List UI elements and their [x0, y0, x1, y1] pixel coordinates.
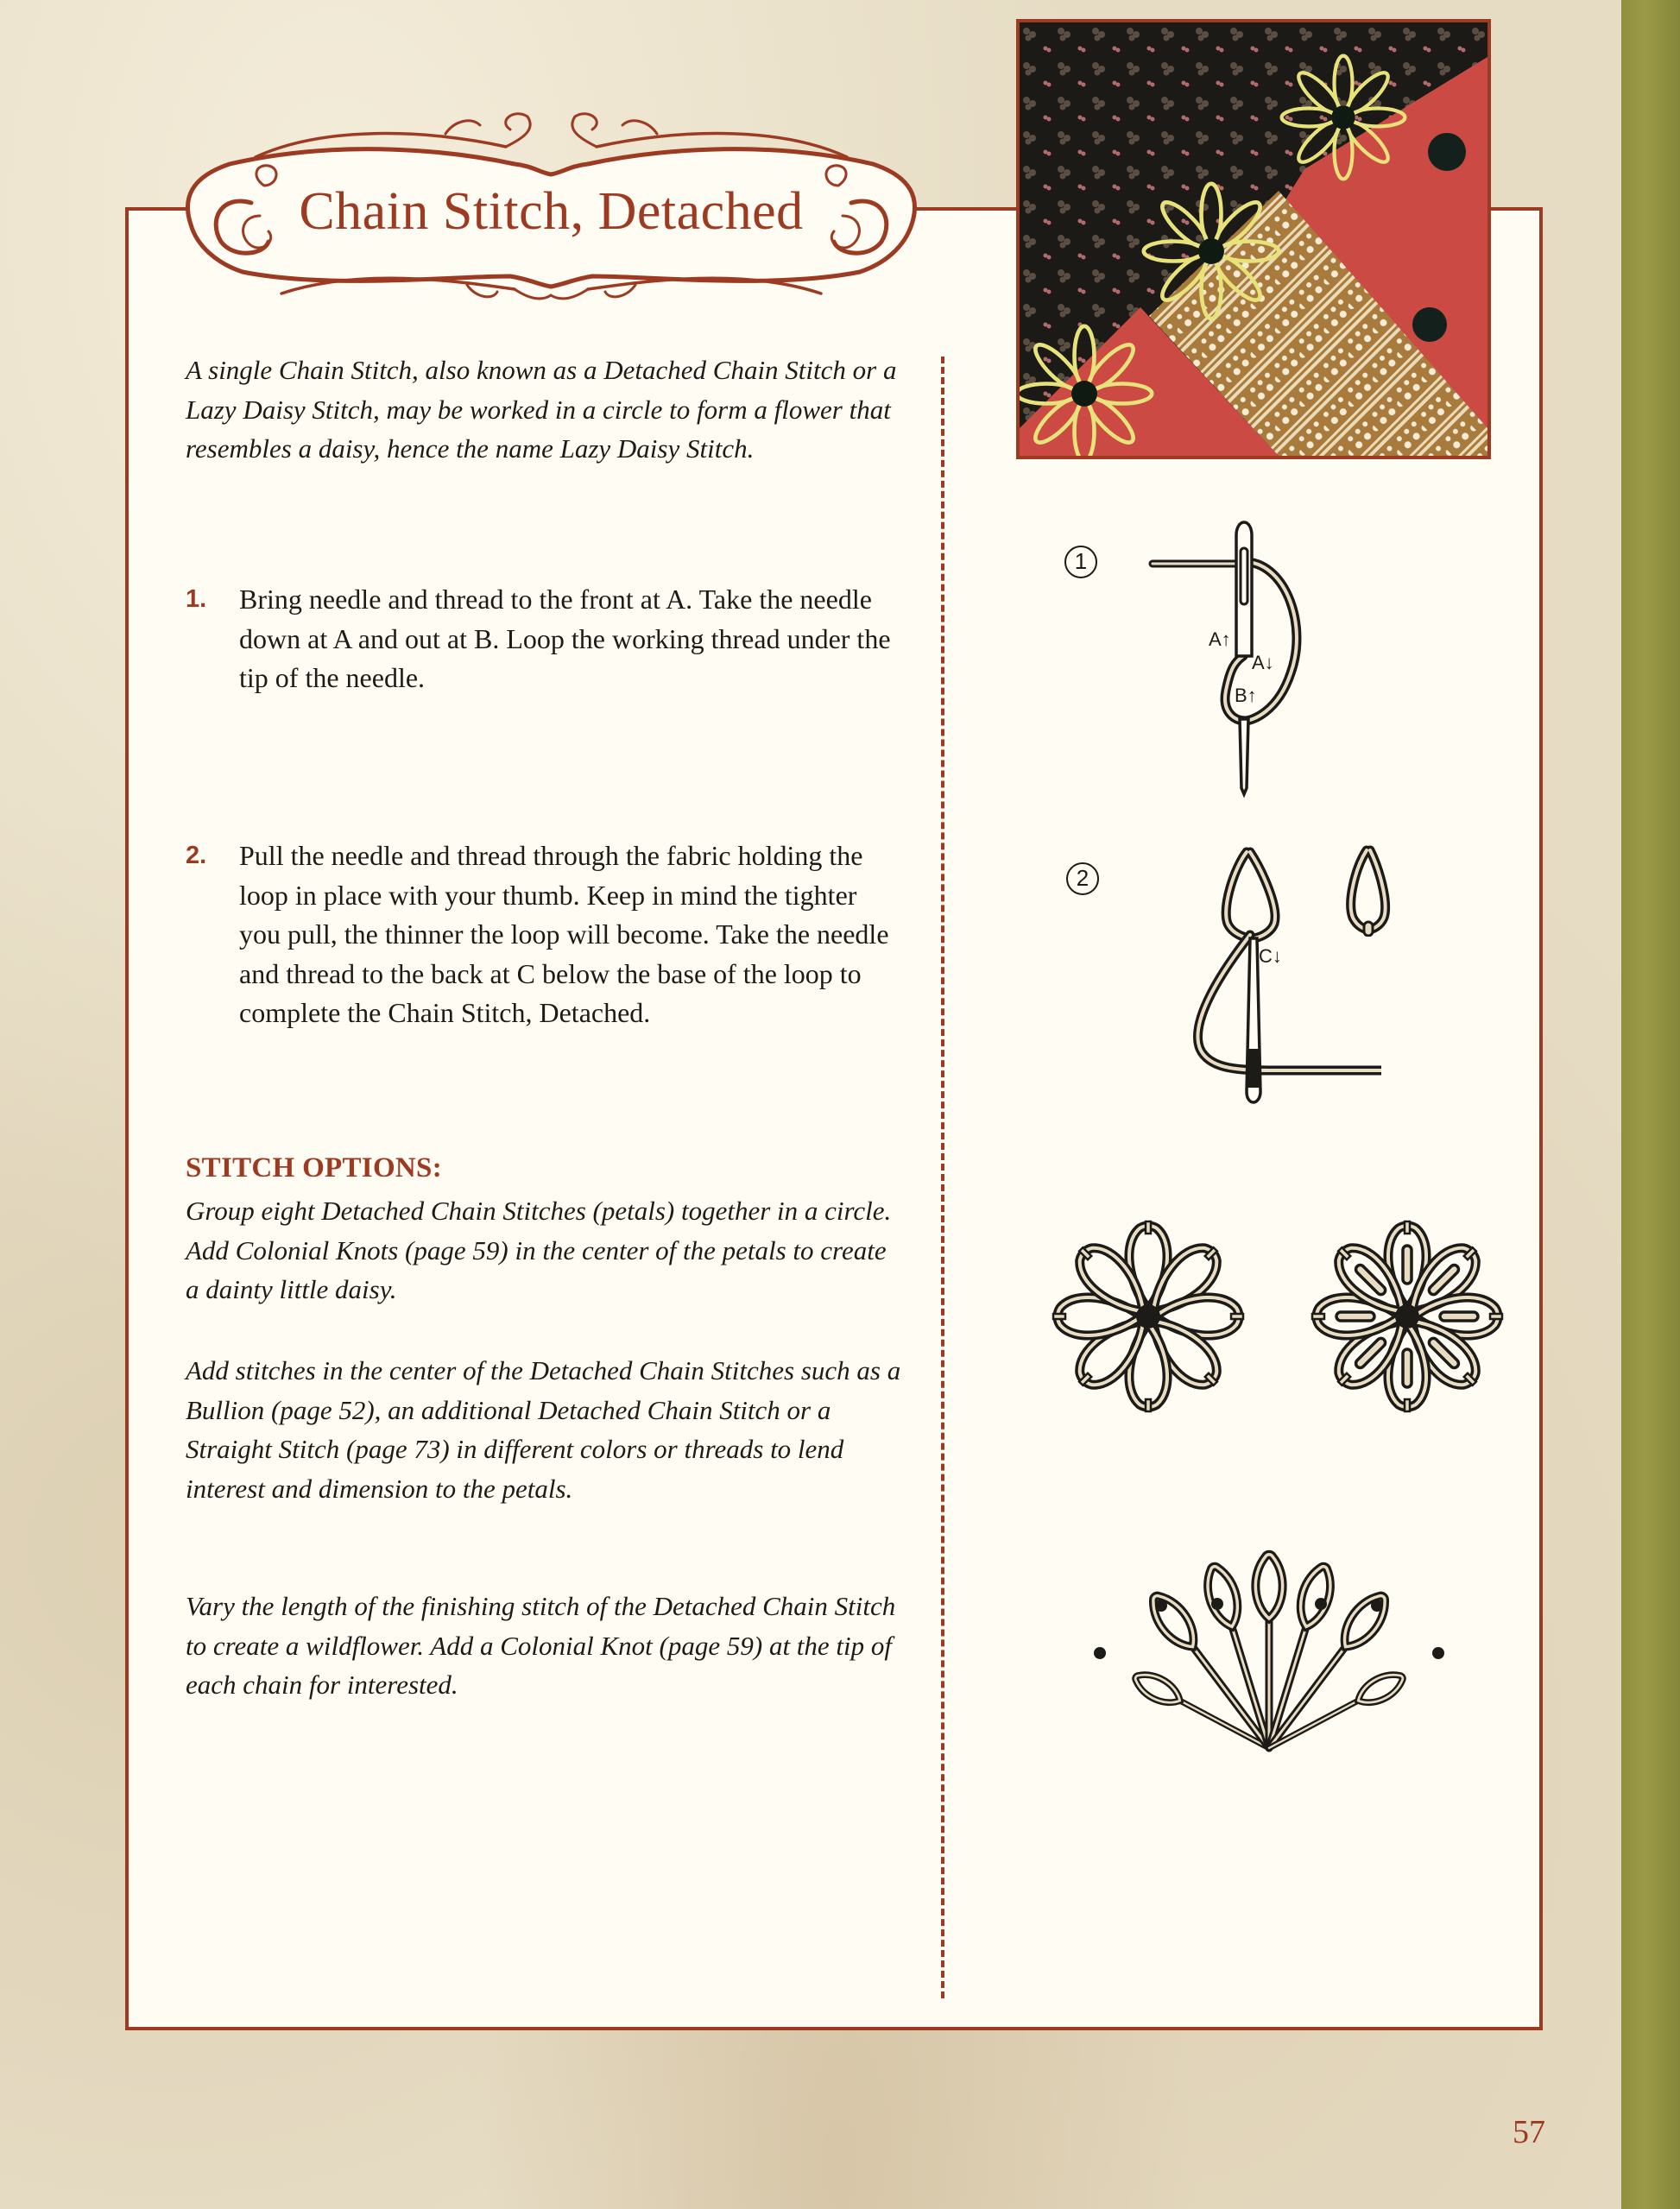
step-number: 2. — [186, 842, 207, 869]
title-plaque — [169, 104, 933, 311]
stitch-option-paragraph: Add stitches in the center of the Detached Chain Stitches such as a Bullion (page 52), an additional Detached Chain Stitch or a Straight Stitch (page 73) in different colors or threads to lend interest and dimension to the petals. — [186, 1355, 901, 1504]
embroidered-daisy-fabric-image — [1020, 22, 1487, 456]
daisy-with-center-stitches-diagram-icon — [1308, 1217, 1506, 1416]
step-2 — [186, 836, 902, 1033]
step-1-needle-diagram-icon — [1140, 514, 1329, 798]
label-a-down: A↓ — [1252, 652, 1274, 673]
step-1 — [186, 580, 902, 698]
intro-paragraph: A single Chain Stitch, also known as a Detached Chain Stitch or a Lazy Daisy Stitch, may be worked in a circle to form a flower that resembles a daisy, hence the name Lazy Daisy Stitch. — [186, 355, 897, 464]
daisy-plain-diagram-icon — [1049, 1217, 1247, 1416]
step-number: 1. — [186, 585, 207, 613]
step-2-badge: 2 — [1066, 862, 1099, 895]
page-number: 57 — [1513, 2114, 1545, 2150]
label-c-down: C↓ — [1259, 945, 1282, 967]
step-1-badge: 1 — [1064, 546, 1097, 578]
label-b-up: B↑ — [1235, 685, 1257, 706]
embroidery-photo — [1016, 19, 1491, 459]
column-divider — [941, 357, 944, 1998]
stitch-options-heading: STITCH OPTIONS: — [186, 1152, 442, 1183]
content-frame — [125, 207, 1543, 2030]
page-title: Chain Stitch, Detached — [299, 182, 804, 241]
label-a-up: A↑ — [1209, 628, 1231, 650]
page-edge-strip — [1621, 0, 1680, 2209]
stitch-option-paragraph: Group eight Detached Chain Stitches (petals) together in a circle. Add Colonial Knots (page 59) in the center of the petals to create a dainty little daisy. — [186, 1196, 892, 1304]
stitch-option-paragraph: Vary the length of the finishing stitch of the Detached Chain Stitch to create a wildflower. Add a Colonial Knot (page 59) at the tip of each chain for interested. — [186, 1591, 896, 1700]
step-text: Bring needle and thread to the front at A. Take the needle down at A and out at B. Loop the working thread under the tip of the needle. — [239, 584, 891, 693]
step-text: Pull the needle and thread through the fabric holding the loop in place with your thumb. Keep in mind the tighter you pull, the thinner the loop will become. Take the needle and thread to the back at C below the base of the loop to complete the Chain Stitch, Detached. — [239, 840, 889, 1028]
wildflower-diagram-icon — [1079, 1537, 1459, 1752]
finished-chain-stitch-icon — [1342, 842, 1394, 937]
